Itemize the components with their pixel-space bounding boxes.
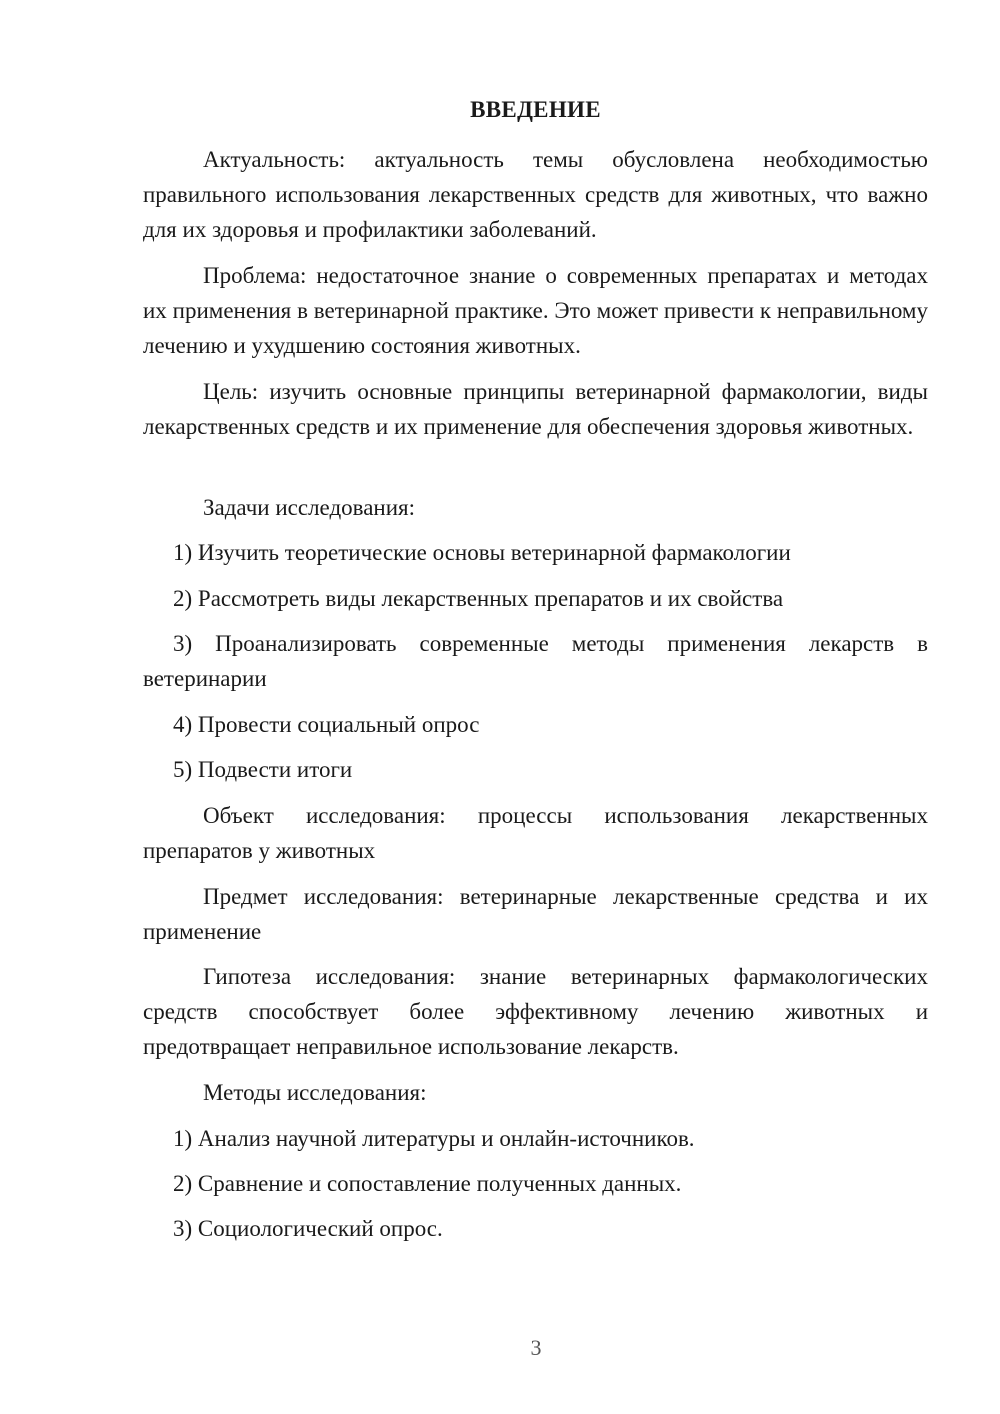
tasks-title: Задачи исследования: (203, 495, 416, 520)
paragraph-hypothesis: Гипотеза исследования: знание ветеринарных фармакологических средств способствует более эффективному лечению животных и предотвращает неправильное использование лекарств. (143, 964, 928, 1059)
method-item: 1) Анализ научной литературы и онлайн-источников. (173, 1126, 695, 1151)
methods-title: Методы исследования: (203, 1080, 427, 1105)
method-item: 3) Социологический опрос. (173, 1216, 443, 1241)
paragraph-subject: Предмет исследования: ветеринарные лекарственные средства и их применение (143, 884, 928, 944)
task-item: 1) Изучить теоретические основы ветеринарной фармакологии (173, 540, 791, 565)
page-number: 3 (530, 1335, 542, 1360)
task-item: 4) Провести социальный опрос (173, 712, 480, 737)
task-item: 2) Рассмотреть виды лекарственных препаратов и их свойства (173, 586, 784, 611)
task-item: 3) Проанализировать современные методы применения лекарств в ветеринарии (143, 631, 928, 691)
paragraph-goal: Цель: изучить основные принципы ветеринарной фармакологии, виды лекарственных средств и их применение для обеспечения здоровья животных. (143, 379, 928, 439)
page-title: ВВЕДЕНИЕ (470, 97, 601, 122)
paragraph-relevance: Актуальность: актуальность темы обусловлена необходимостью правильного использования лекарственных средств для животных, что важно для их здоровья и профилактики заболеваний. (143, 147, 928, 242)
paragraph-problem: Проблема: недостаточное знание о современных препаратах и методах их применения в ветеринарной практике. Это может привести к неправильному лечению и ухудшению состояния животных. (143, 263, 928, 358)
paragraph-object: Объект исследования: процессы использования лекарственных препаратов у животных (143, 803, 928, 863)
task-item: 5) Подвести итоги (173, 757, 353, 782)
method-item: 2) Сравнение и сопоставление полученных данных. (173, 1171, 682, 1196)
